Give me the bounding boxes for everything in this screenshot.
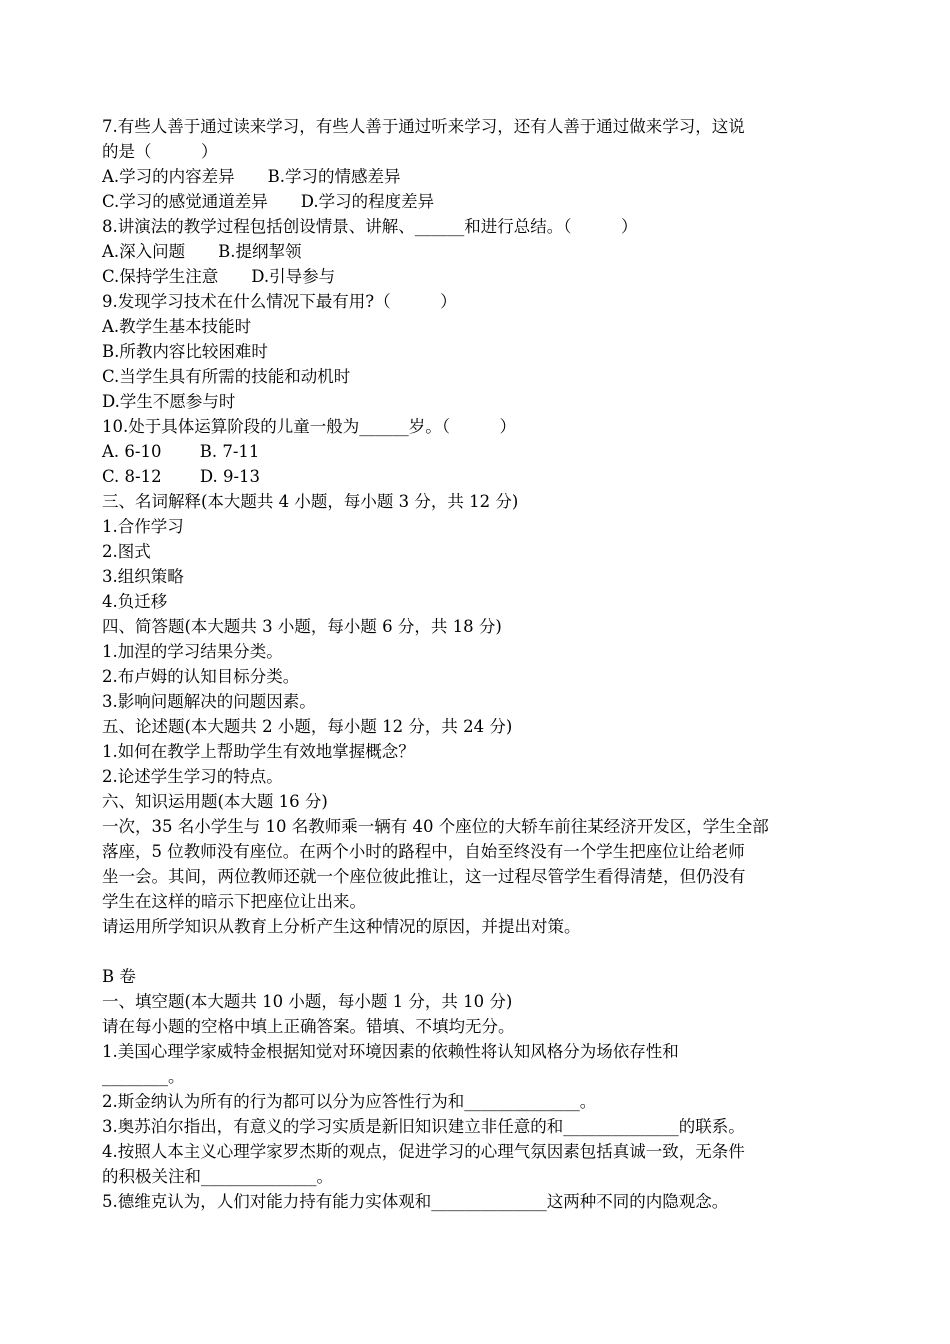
section-short-answer [102, 614, 850, 714]
question-7-stem-cont: 的是（ ） [102, 142, 218, 161]
section-terms [102, 489, 850, 614]
essay-item: 1.如何在教学上帮助学生有效地掌握概念？ [102, 742, 415, 761]
question-10 [102, 414, 850, 489]
part-b [102, 964, 850, 1214]
term-item: 2.图式 [102, 542, 151, 561]
question-8 [102, 214, 850, 289]
question-7-options-ab: A.学习的内容差异 B.学习的情感差异 [102, 167, 401, 186]
case-text-line: 坐一会。其间，两位教师还就一个座位彼此推让，这一过程尽管学生看得清楚，但仍没有 [102, 867, 746, 886]
exam-page [102, 114, 850, 1214]
question-9-option-b: B.所教内容比较困难时 [102, 342, 268, 361]
fill-in-question-1: 1.美国心理学家威特金根据知觉对环境因素的依赖性将认知风格分为场依存性和 [102, 1042, 679, 1061]
section-heading: 一、填空题(本大题共 10 小题，每小题 1 分，共 10 分) [102, 992, 513, 1011]
question-9-option-a: A.教学生基本技能时 [102, 317, 252, 336]
question-10-options-ab: A. 6-10 B. 7-11 [102, 442, 260, 461]
part-b-title: B 卷 [102, 967, 136, 986]
question-8-options-ab: A.深入问题 B.提纲挈领 [102, 242, 302, 261]
short-answer-item: 3.影响问题解决的问题因素。 [102, 692, 316, 711]
fill-in-question-2: 2.斯金纳认为所有的行为都可以分为应答性行为和______________。 [102, 1092, 597, 1111]
fill-in-question-3: 3.奥苏泊尔指出，有意义的学习实质是新旧知识建立非任意的和______________的联系。 [102, 1117, 745, 1136]
short-answer-item: 1.加涅的学习结果分类。 [102, 642, 283, 661]
fill-in-question-4: 4.按照人本主义心理学家罗杰斯的观点，促进学习的心理气氛因素包括真诚一致，无条件 [102, 1142, 745, 1161]
spacer [102, 939, 850, 964]
essay-item: 2.论述学生学习的特点。 [102, 767, 283, 786]
section-essay [102, 714, 850, 789]
question-9-stem: 9.发现学习技术在什么情况下最有用?（ ） [102, 292, 457, 311]
case-text-line: 一次，35 名小学生与 10 名教师乘一辆有 40 个座位的大轿车前往某经济开发区，学生全部 [102, 817, 769, 836]
term-item: 4.负迁移 [102, 592, 168, 611]
case-text-line: 落座，5 位教师没有座位。在两个小时的路程中，自始至终没有一个学生把座位让给老师 [102, 842, 745, 861]
question-10-stem: 10.处于具体运算阶段的儿童一般为______岁。（ ） [102, 417, 516, 436]
section-heading: 三、名词解释(本大题共 4 小题，每小题 3 分，共 12 分) [102, 492, 519, 511]
question-8-options-cd: C.保持学生注意 D.引导参与 [102, 267, 336, 286]
section-heading: 六、知识运用题(本大题 16 分) [102, 792, 328, 811]
fill-in-question-1-cont: ________。 [102, 1067, 185, 1086]
question-9-option-d: D.学生不愿参与时 [102, 392, 236, 411]
fill-in-question-5: 5.德维克认为，人们对能力持有能力实体观和______________这两种不同的内隐观念。 [102, 1192, 729, 1211]
section-heading: 四、简答题(本大题共 3 小题，每小题 6 分，共 18 分) [102, 617, 502, 636]
question-9 [102, 289, 850, 414]
term-item: 3.组织策略 [102, 567, 184, 586]
question-7 [102, 114, 850, 214]
short-answer-item: 2.布卢姆的认知目标分类。 [102, 667, 300, 686]
fill-in-instruction: 请在每小题的空格中填上正确答案。错填、不填均无分。 [102, 1017, 515, 1036]
fill-in-question-4-cont: 的积极关注和______________。 [102, 1167, 333, 1186]
case-prompt: 请运用所学知识从教育上分析产生这种情况的原因，并提出对策。 [102, 917, 581, 936]
term-item: 1.合作学习 [102, 517, 184, 536]
section-heading: 五、论述题(本大题共 2 小题，每小题 12 分，共 24 分) [102, 717, 513, 736]
section-application [102, 789, 850, 939]
question-10-options-cd: C. 8-12 D. 9-13 [102, 467, 261, 486]
question-7-stem: 7.有些人善于通过读来学习，有些人善于通过听来学习，还有人善于通过做来学习，这说 [102, 117, 745, 136]
question-8-stem: 8.讲演法的教学过程包括创设情景、讲解、______和进行总结。（ ） [102, 217, 638, 236]
case-text-line: 学生在这样的暗示下把座位让出来。 [102, 892, 366, 911]
question-7-options-cd: C.学习的感觉通道差异 D.学习的程度差异 [102, 192, 435, 211]
question-9-option-c: C.当学生具有所需的技能和动机时 [102, 367, 351, 386]
